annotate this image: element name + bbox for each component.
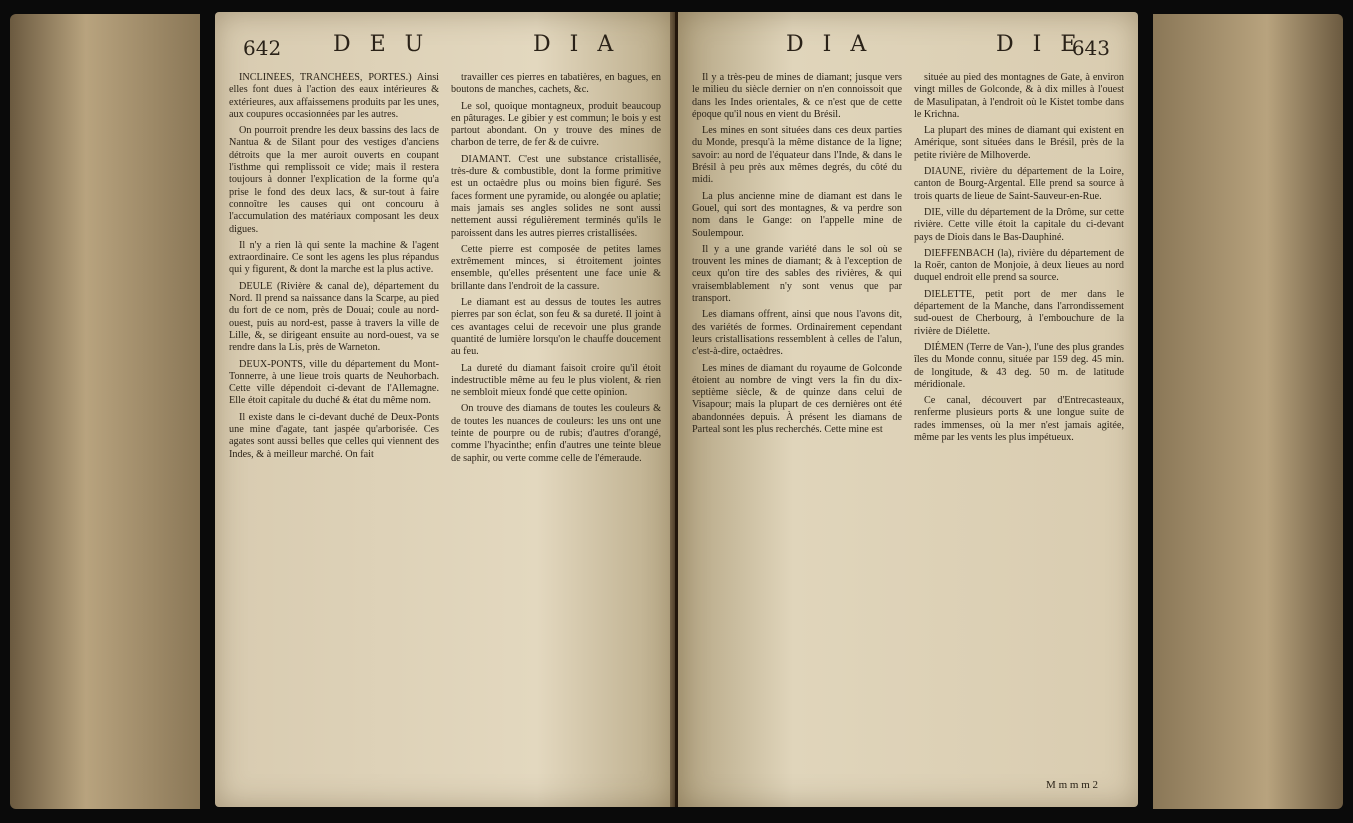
left-page-header — [233, 28, 657, 68]
paragraph: Les mines en sont situées dans ces deux parties du Monde, presqu'à la même distance de la ligne; savoir: au nord de l'équateur dans l'Inde, & dans le Brésil à peu près aux mêmes degrés, du côté du midi. — [692, 125, 902, 186]
right-page-edges — [1153, 14, 1343, 809]
paragraph: Cette pierre est composée de petites lames extrêmement minces, si étroitement jointes ensemble, qu'elles présentent une face unie & brillante dans l'endroit de la cassure. — [451, 243, 661, 292]
signature-mark: M m m m 2 — [1046, 779, 1098, 791]
right-page-number: 643 — [1071, 36, 1110, 60]
paragraph: DIÉMEN (Terre de Van-), l'une des plus grandes îles du Monde connu, située par 159 deg. 45 min. de longitude, & 43 deg. 50 m. de latitude méridionale. — [914, 341, 1124, 390]
paragraph: Ce canal, découvert par d'Entrecasteaux, renferme plusieurs ports & une longue suite de rades immenses, où la mer n'est jamais agitée, même par les vents les plus impétueux. — [914, 395, 1124, 444]
right-page-column-1 — [692, 72, 902, 793]
left-page-column-1 — [229, 72, 439, 793]
paragraph: La plupart des mines de diamant qui existent en Amérique, sont situées dans le Brésil, près de la petite rivière de Milhoverde. — [914, 125, 1124, 161]
left-header-word: D E U — [333, 32, 430, 57]
paragraph: Il existe dans le ci-devant duché de Deux-Ponts une mine d'agate, tant jaspée qu'arborisée. Ces agates sont aussi belles que celles qui viennent des Indes, & à meilleur marché. On fait — [229, 411, 439, 460]
paragraph: On trouve des diamans de toutes les couleurs & de toutes les nuances de couleurs: les uns ont une teinte de pourpre ou de rubis; d'autres d'orangé, comme l'hyacinthe; enfin d'autres une teinte bleue de saphir, ou verte comme celle de l'émeraude. — [451, 403, 661, 464]
paragraph: Le diamant est au dessus de toutes les autres pierres par son éclat, son feu & sa dureté. Il joint à ces avantages celui de recevoir une plus grande quantité de lumière lorsqu'on le chauffe doucement au feu. — [451, 297, 661, 358]
paragraph: DIE, ville du département de la Drôme, sur cette rivière. Cette ville étoit la capitale du ci-devant pays de Diois dans le Bas-Dauphiné. — [914, 206, 1124, 243]
paragraph: Il y a une grande variété dans le sol où se trouvent les mines de diamant; & à l'exception de ceux qu'on tire des sables des rivières, & qui vraisemblablement n'y sont venus que par transport. — [692, 243, 902, 305]
paragraph: Il y a très-peu de mines de diamant; jusque vers le milieu du siècle dernier on n'en connoissoit que dans les Indes orientales, & ce n'est que de cette époque qu'il nous en vient du Brésil. — [692, 72, 902, 120]
paragraph: Les mines de diamant du royaume de Golconde étoient au nombre de vingt vers la fin du dix-septième siècle, & de quinze dans celui de Visapour; mais la plupart de ces dernières ont été abandonnées depuis. À présent les diamans de Parteal sont les plus recherchés. Cette mine est — [692, 362, 902, 436]
paragraph: La dureté du diamant faisoit croire qu'il étoit indestructible même au feu le plus violent, & rien ne sembloit mieux fondé que cette opinion. — [451, 362, 661, 399]
right-header-word-left: D I A — [786, 32, 873, 57]
paragraph: Il n'y a rien là qui sente la machine & l'agent extraordinaire. Ce sont les agens les plus répandus qui y figurent, & dont la marche est la plus active. — [229, 239, 439, 276]
left-page-edges — [10, 14, 200, 809]
left-header-word-right: D I A — [533, 32, 620, 57]
paragraph: DEULE (Rivière & canal de), département du Nord. Il prend sa naissance dans la Scarpe, au pied du fort de ce nom, près de Douai; coule au nord-ouest, puis au nord-est, passe à travers la ville de Lille, &, se dirigeant ensuite au nord-ouest, va se rendre dans la Lis, près de Warneton. — [229, 280, 439, 354]
left-page — [215, 12, 675, 807]
paragraph: Le sol, quoique montagneux, produit beaucoup en pâturages. Le gibier y est commun; le bois y est partout abondant. On y trouve des mines de charbon de terre, de fer & de cuivre. — [451, 100, 661, 149]
paragraph: DIAMANT. C'est une substance cristallisée, très-dure & combustible, dont la forme primitive est un octaèdre plus ou moins bien figuré. Ses faces forment une pyramide, ou alongée ou aplatie; mais jamais ses angles solides ne sont aussi nettement aussi régulièrement terminés qu'ils le paroissent dans les autres pierres cristallisées. — [451, 153, 661, 239]
right-page — [678, 12, 1138, 807]
left-page-number: 642 — [243, 36, 282, 60]
right-header-word: D I E — [996, 32, 1083, 57]
right-page-column-2 — [914, 72, 1124, 793]
paragraph: DIAUNE, rivière du département de la Loire, canton de Bourg-Argental. Elle prend sa source à trois quarts de lieue de Saint-Sauveur-en-Rue. — [914, 166, 1124, 202]
paragraph: DEUX-PONTS, ville du département du Mont-Tonnerre, à une lieue trois quarts de Neuhorbach. Cette ville dépendoit ci-devant de l'Allemagne. Elle étoit capitale du duché & état du même nom. — [229, 358, 439, 407]
paragraph: DIELETTE, petit port de mer dans le département de la Manche, dans l'arrondissement sud-ouest de Cherbourg, à l'embouchure de la rivière de Diélette. — [914, 288, 1124, 337]
paragraph: située au pied des montagnes de Gate, à environ vingt milles de Golconde, & à dix milles à l'ouest de Masulipatan, à l'endroit où le Kistet tombe dans le Krichna. — [914, 72, 1124, 120]
paragraph: travailler ces pierres en tabatières, en bagues, en boutons de manches, cachets, &c. — [451, 72, 661, 96]
paragraph: DIEFFENBACH (la), rivière du département de la Roër, canton de Monjoie, à deux lieues au nord duquel endroit elle prend sa source. — [914, 247, 1124, 284]
right-page-header — [696, 28, 1120, 68]
paragraph: Les diamans offrent, ainsi que nous l'avons dit, des variétés de formes. Ordinairement cependant leurs cristallisations ressemblent à celles de l'alun, c'est-à-dire, octaèdres. — [692, 309, 902, 358]
paragraph: On pourroit prendre les deux bassins des lacs de Nantua & de Silant pour des vestiges d'anciens détroits que la mer auroit ouverts en coupant l'isthme qui remplissoit ce vide; mais il restera toujours à donner l'explication de la forme qu'a prise le fond des deux lacs, & sur-tout à faire connoître les causes qui ont concouru à l'accumulation des matériaux composant les deux digues. — [229, 125, 439, 235]
paragraph: La plus ancienne mine de diamant est dans le Gouel, qui sort des montagnes, & va perdre son nom dans le Gange: on l'appelle mine de Soulempour. — [692, 190, 902, 239]
left-page-column-2 — [451, 72, 661, 793]
paragraph: INCLINÉES, TRANCHÉES, PORTES.) Ainsi elles font dues à l'action des eaux intérieures & extérieures, aux affaissemens produits par les unes, aux coupures occasionnées par les autres. — [229, 72, 439, 120]
